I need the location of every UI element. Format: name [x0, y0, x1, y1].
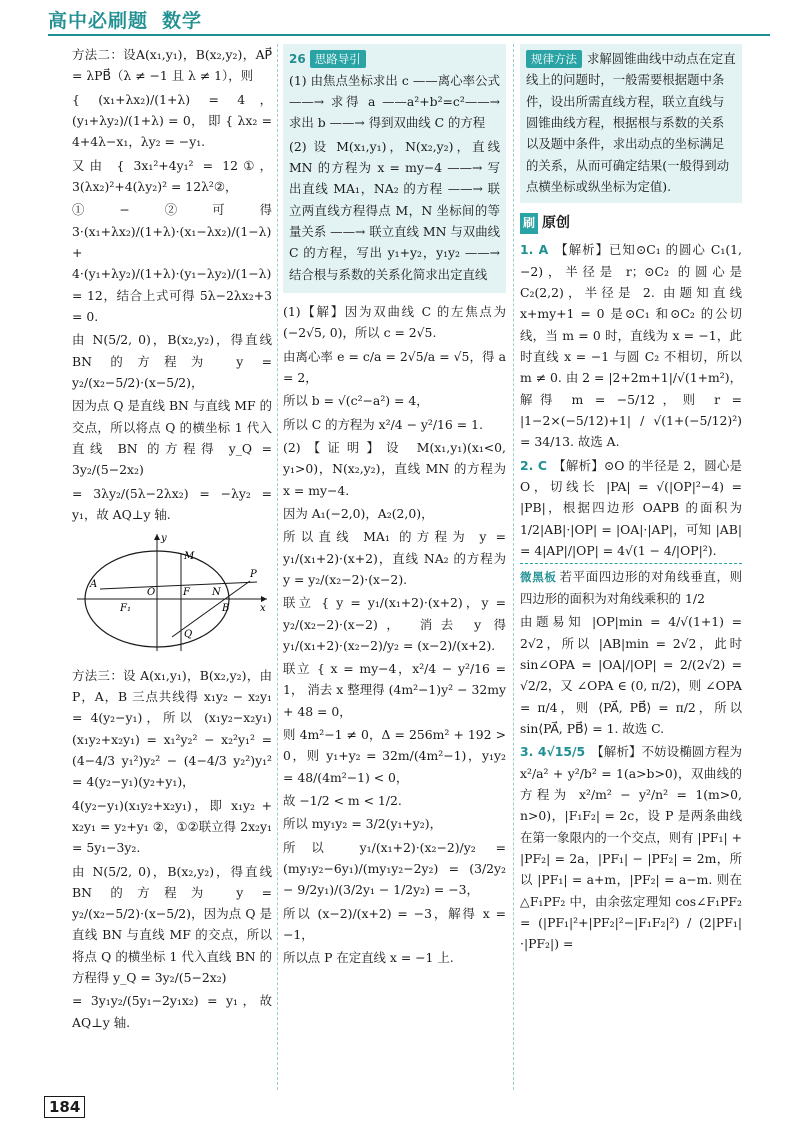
answer-label: 3. 4√15/5 — [520, 744, 586, 760]
section-title — [520, 211, 742, 235]
label-x: x — [260, 603, 266, 615]
text-paragraph: 所以直线 MA₁ 的方程为 y = y₁/(x₁+2)·(x+2)，直线 NA₂ 的方程为 y = y₂/(x₂−2)·(x−2). — [283, 529, 506, 587]
label-f1: F₁ — [120, 603, 131, 615]
text-paragraph: 由离心率 e = c/a = 2√5/a = √5，得 a = 2， — [283, 348, 506, 385]
label-f: F — [183, 587, 190, 599]
text-paragraph: 所以点 P 在定直线 x = −1 上. — [283, 950, 454, 966]
column-middle — [283, 44, 506, 1090]
rule-method-box — [520, 44, 742, 203]
text-paragraph: (2)【证明】设 M(x₁,y₁)(x₁<0, y₁>0)，N(x₂,y₂)，直线 MN 的方程为 x = my−4. — [283, 439, 506, 498]
text-paragraph: 所以 b = √(c²−a²) = 4， — [283, 393, 429, 409]
column-left — [72, 44, 272, 1090]
section-title-text: 原创 — [542, 215, 571, 232]
text-paragraph: 故 −1/2 < m < 1/2. — [283, 793, 402, 809]
rule-method-tag: 规律方法 — [526, 50, 582, 68]
text-paragraph: 又由 { 3x₁²+4y₁² = 12①，3(λx₂)²+4(λy₂)² = 12λ²②， — [72, 157, 272, 194]
column-divider — [277, 44, 278, 1090]
text-paragraph: (1)【解】因为双曲线 C 的左焦点为 (−2√5, 0)，所以 c = 2√5. — [283, 303, 506, 341]
text-paragraph: 方法二：设A(x₁,y₁)，B(x₂,y₂)，AP⃗ = λPB⃗（λ ≠ −1 且 λ ≠ 1），则 — [72, 47, 272, 84]
text-paragraph: 所以 C 的方程为 x²/4 − y²/16 = 1. — [283, 416, 483, 432]
x-axis-arrow — [261, 596, 267, 602]
y-axis-arrow — [154, 534, 160, 540]
answer-text: 【解析】已知⊙C₁ 的圆心 C₁(1, −2)，半径是 r；⊙C₂ 的圆心是 C₂(2,2)，半径是 2. 由题知直线 x+my+1 = 0 是⊙C₁ 和⊙C₂ 的公切线，当 m = 0 时，直线为 x = −1，此时直线 x = −1 与圆 C₂ 不相切，所以 m ≠ 0. 由 2 = |2+2m+1|/√(1+m²)，解得 m = −5/12，则 r = |1−2×(−5/12)+1| / √(1+(−5/12)²) = 34/13. 故选 A. — [520, 242, 742, 450]
thought-guide-tag: 思路导引 — [310, 50, 366, 68]
text-paragraph: 4(y₂−y₁)(x₁y₂+x₂y₁)，即 x₁y₂ + x₂y₁ = y₂+y₁ ②，①②联立得 2x₂y₁ = 5y₁−3y₂. — [72, 797, 272, 856]
text-paragraph: 所以 my₁y₂ = 3/2(y₁+y₂)， — [283, 816, 442, 832]
guide-line: (2) 设 M(x₁,y₁)，N(x₂,y₂)，直线 MN 的方程为 x = my−4 ——→ 写出直线 MA₁，NA₂ 的方程 ——→ 联立两直线方程得点 M，N 坐标间的等量关系 ——→ 联立直线 MN 与双曲线 C 的方程，写出 y₁+y₂，y₁y₂ ——→ 结合根与系数的关系化简求出定直线 — [289, 138, 500, 282]
text-paragraph: = 3y₁y₂/(5y₁−2y₁x₂) = y₁，故 AQ⊥y 轴. — [72, 993, 272, 1030]
text-paragraph: 联立 { x = my−4，x²/4 − y²/16 = 1， 消去 x 整理得 (4m²−1)y² − 32my + 48 = 0， — [283, 661, 506, 719]
text-paragraph: { (x₁+λx₂)/(1+λ) = 4，(y₁+λy₂)/(1+λ) = 0， 即 { λx₂ = 4+4λ−x₁，λy₂ = −y₁. — [72, 91, 272, 150]
label-y: y — [161, 533, 167, 545]
header-rule — [48, 34, 770, 36]
text-paragraph: 所以 (x−2)/(x+2) = −3，解得 x = −1， — [283, 905, 506, 943]
label-m: M — [184, 551, 195, 563]
answer-1 — [520, 239, 742, 452]
page-header — [0, 0, 800, 40]
ellipse-figure — [72, 529, 272, 660]
text-paragraph: 联立 { y = y₁/(x₁+2)·(x+2)，y = y₂/(x₂−2)·(x−2)， 消去 y 得 y₁/(x₁+2)·(x₂−2)/y₂ = (x−2)/(x+2). — [283, 595, 506, 653]
text-paragraph: 因为点 Q 是直线 BN 与直线 MF 的交点，所以将点 Q 的横坐标 1 代入直线 BN 的方程得 y_Q = 3y₂/(5−2x₂) — [72, 398, 272, 478]
brand-name: 高中必刷题 — [48, 10, 149, 32]
note-tag: 微黑板 — [520, 570, 557, 585]
ellipse-diagram — [72, 529, 272, 654]
answer-text: 【解析】不妨设椭圆方程为 x²/a² + y²/b² = 1(a>b>0)，双曲线的方程为 x²/m² − y²/n² = 1(m>0, n>0)，|F₁F₂| = 2c，设 P 是两条曲线在第一象限内的一个交点，则有 |PF₁| + |PF₂| = 2a，|PF₁| − |PF₂| = 2m，所以 |PF₁| = a+m，|PF₂| = a−m. 则在 △F₁PF₂ 中，由余弦定理知 cos∠F₁PF₂ = (|PF₁|²+|PF₂|²−|F₁F₂|²) / (2|PF₁|·|PF₂|) = — [520, 744, 742, 952]
line-ab — [100, 582, 257, 589]
label-a: A — [90, 579, 98, 591]
text-paragraph: 则 4m²−1 ≠ 0，Δ = 256m² + 192 > 0，则 y₁+y₂ = 32m/(4m²−1)，y₁y₂ = 48/(4m²−1) < 0， — [283, 727, 506, 785]
text-paragraph: ①−②可得 3·(x₁+λx₂)/(1+λ)·(x₁−λx₂)/(1−λ) + 4·(y₁+λy₂)/(1+λ)·(y₁−λy₂)/(1−λ) = 12，结合上式可得 5λ−2λx₂+3 = 0. — [72, 202, 272, 324]
section-badge: 刷 — [520, 213, 538, 234]
answer-label: 2. C — [520, 457, 548, 473]
note-text: 若平面四边形的对角线垂直，则四边形的面积为对角线乘积的 1/2 — [520, 569, 742, 607]
text-paragraph: 方法三：设 A(x₁,y₁)，B(x₂,y₂)，由 P，A，B 三点共线得 x₁y₂ − x₂y₁ = 4(y₂−y₁)，所以 (x₁y₂−x₂y₁)(x₁y₂+x₂y₁) = x₁²y₂² − x₂²y₁² = (4−4/3 y₁²)y₂² − (4−4/3 y₂²)y₁² = 4(y₂−y₁)(y₂+y₁)， — [72, 667, 272, 790]
answer-text: 【解析】⊙O 的半径是 2，圆心是 O，切线长 |PA| = √(|OP|²−4) = |PB|，根据四边形 OAPB 的面积为 1/2|AB|·|OP| = |OA|·|AP|，可知 |AB| = 4|AP|/|OP| = 4√(1 − 4/|OP|²). — [520, 457, 742, 558]
rule-method-text: 求解圆锥曲线中动点在定直线上的问题时，一般需要根据题中条件，设出所需直线方程，联立直线与圆锥曲线方程，根据根与系数的关系以及题中条件，求出动点的坐标满足的关系，从而可确定结果(一般得到动点横坐标或纵坐标为定值). — [526, 51, 736, 194]
subject-name: 数学 — [162, 10, 203, 32]
label-n: N — [212, 587, 221, 599]
answer-2 — [520, 455, 742, 562]
label-q: Q — [184, 629, 193, 641]
label-o: O — [147, 587, 156, 599]
column-divider — [513, 44, 514, 1090]
thought-guide-box — [283, 44, 506, 293]
text-paragraph: 由题易知 |OP|min = 4/√(1+1) = 2√2，所以 |AB|min = 2√2，此时 sin∠OPA = |OA|/|OP| = 2/(2√2) = √2/2，又 ∠OPA ∈ (0, π/2)，则 ∠OPA = π/4，则 ⟨PA⃗, PB⃗⟩ = π/2，所以 sin⟨PA⃗, PB⃗⟩ = 1. 故选 C. — [520, 614, 742, 737]
column-right — [520, 44, 742, 1090]
text-paragraph: 因为 A₁(−2,0)，A₂(2,0)， — [283, 505, 434, 521]
brand-title — [48, 6, 202, 33]
label-p: P — [250, 569, 257, 581]
text-paragraph: 所以 y₁/(x₁+2)·(x₂−2)/y₂ = (my₁y₂−6y₁)/(my₁y₂−2y₂) = (3/2y₂ − 9/2y₁)/(3/2y₁ − 1/2y₂) = −3， — [283, 839, 506, 898]
label-b: B — [222, 603, 230, 615]
guide-line: (1) 由焦点坐标求出 c ——离心率公式——→ 求得 a ——a²+b²=c²——→ 求出 b ——→ 得到双曲线 C 的方程 — [289, 72, 500, 131]
problem-number: 26 — [289, 52, 306, 66]
text-paragraph: = 3λy₂/(5λ−2λx₂) = −λy₂ = y₁，故 AQ⊥y 轴. — [72, 485, 272, 522]
blackboard-note — [520, 563, 742, 609]
text-paragraph: 由 N(5/2, 0)，B(x₂,y₂)，得直线 BN 的方程为 y = y₂/(x₂−5/2)·(x−5/2)，因为点 Q 是直线 BN 与直线 MF 的交点，所以将点 Q 的横坐标 1 代入直线 BN 的方程得 y_Q = 3y₂/(5−2x₂) — [72, 863, 272, 986]
page-number: 184 — [44, 1096, 85, 1118]
text-paragraph: 由 N(5/2, 0)，B(x₂,y₂)，得直线 BN 的方程为 y = y₂/(x₂−5/2)·(x−5/2)， — [72, 332, 272, 390]
answer-label: 1. A — [520, 242, 549, 258]
answer-3 — [520, 741, 742, 954]
